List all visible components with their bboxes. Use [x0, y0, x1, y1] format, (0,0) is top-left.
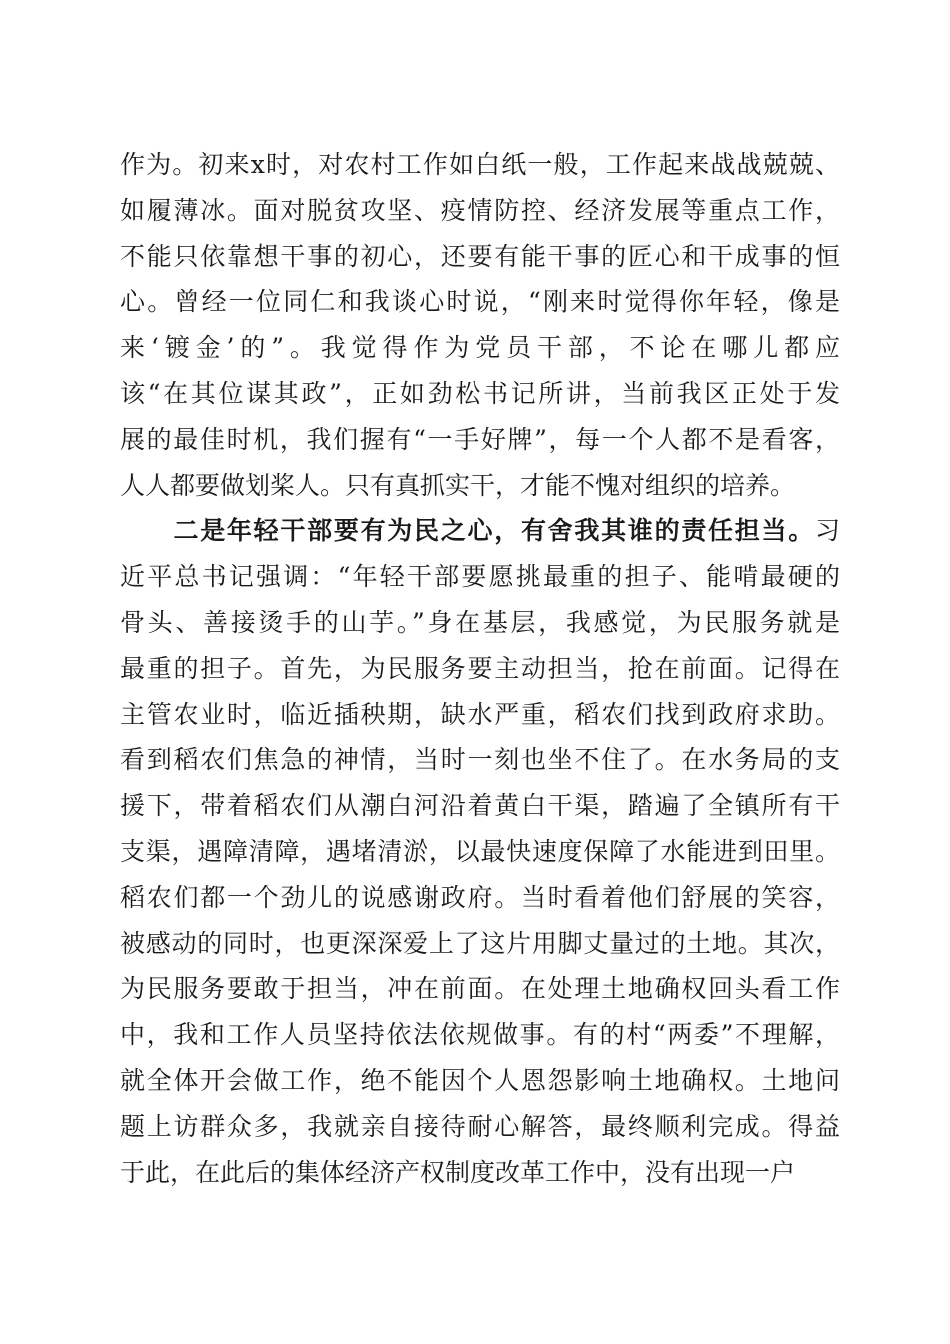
paragraph1-line-8: 人人都要做划桨人。只有真抓实干，才能不愧对组织的培养。 — [120, 470, 796, 500]
paragraph2-line-4: 最重的担子。首先，为民服务要主动担当，抢在前面。记得在 — [120, 653, 840, 683]
paragraph2-line-12: 中，我和工作人员坚持依法依规做事。有的村“两委”不理解， — [120, 1020, 840, 1050]
paragraph1-line-4: 心。曾经一位同仁和我谈心时说，“刚来时觉得你年轻，像是 — [120, 287, 840, 317]
paragraph2-line-14: 题上访群众多，我就亲自接待耐心解答，最终顺利完成。得益 — [120, 1111, 840, 1141]
paragraph2-line-3: 骨头、善接烫手的山芋。”身在基层，我感觉，为民服务就是 — [120, 607, 840, 637]
body-text — [120, 142, 840, 1195]
paragraph2-line-9: 稻农们都一个劲儿的说感谢政府。当时看着他们舒展的笑容， — [120, 882, 840, 912]
paragraph1-line-1: 作为。初来x时，对农村工作如白纸一般，工作起来战战兢兢、 — [120, 150, 840, 179]
paragraph2-line-11: 为民服务要敢于担当，冲在前面。在处理土地确权回头看工作 — [120, 974, 840, 1004]
paragraph2-first-line-rest: 习 — [814, 516, 840, 546]
paragraph2-line-10: 被感动的同时，也更深深爱上了这片用脚丈量过的土地。其次， — [120, 928, 840, 958]
paragraph1-line-7: 展的最佳时机，我们握有“一手好牌”，每一个人都不是看客， — [120, 424, 840, 454]
paragraph2-line-6: 看到稻农们焦急的神情，当时一刻也坐不住了。在水务局的支 — [120, 745, 840, 775]
paragraph2-line-7: 援下，带着稻农们从潮白河沿着黄白干渠，踏遍了全镇所有干 — [120, 791, 840, 821]
paragraph1-line-3: 不能只依靠想干事的初心，还要有能干事的匠心和干成事的恒 — [120, 241, 840, 271]
paragraph1-line-5: 来‘镀金’的”。我觉得作为党员干部，不论在哪儿都应 — [120, 333, 840, 363]
paragraph2-line-15: 于此，在此后的集体经济产权制度改革工作中，没有出现一户 — [120, 1157, 796, 1187]
paragraph2-line-5: 主管农业时，临近插秧期，缺水严重，稻农们找到政府求助。 — [120, 699, 840, 729]
paragraph2-line-8: 支渠，遇障清障，遇堵清淤，以最快速度保障了水能进到田里。 — [120, 836, 840, 866]
paragraph2-line-13: 就全体开会做工作，绝不能因个人恩怨影响土地确权。土地问 — [120, 1065, 840, 1095]
paragraph1-line-2: 如履薄冰。面对脱贫攻坚、疫情防控、经济发展等重点工作， — [120, 195, 840, 225]
paragraph2-first-line — [120, 508, 840, 554]
paragraph2-line-2: 近平总书记强调：“年轻干部要愿挑最重的担子、能啃最硬的 — [120, 562, 840, 592]
paragraph1-line-6: 该“在其位谋其政”，正如劲松书记所讲，当前我区正处于发 — [120, 378, 840, 408]
paragraph2-heading: 二是年轻干部要有为民之心，有舍我其谁的责任担当。 — [173, 516, 815, 546]
